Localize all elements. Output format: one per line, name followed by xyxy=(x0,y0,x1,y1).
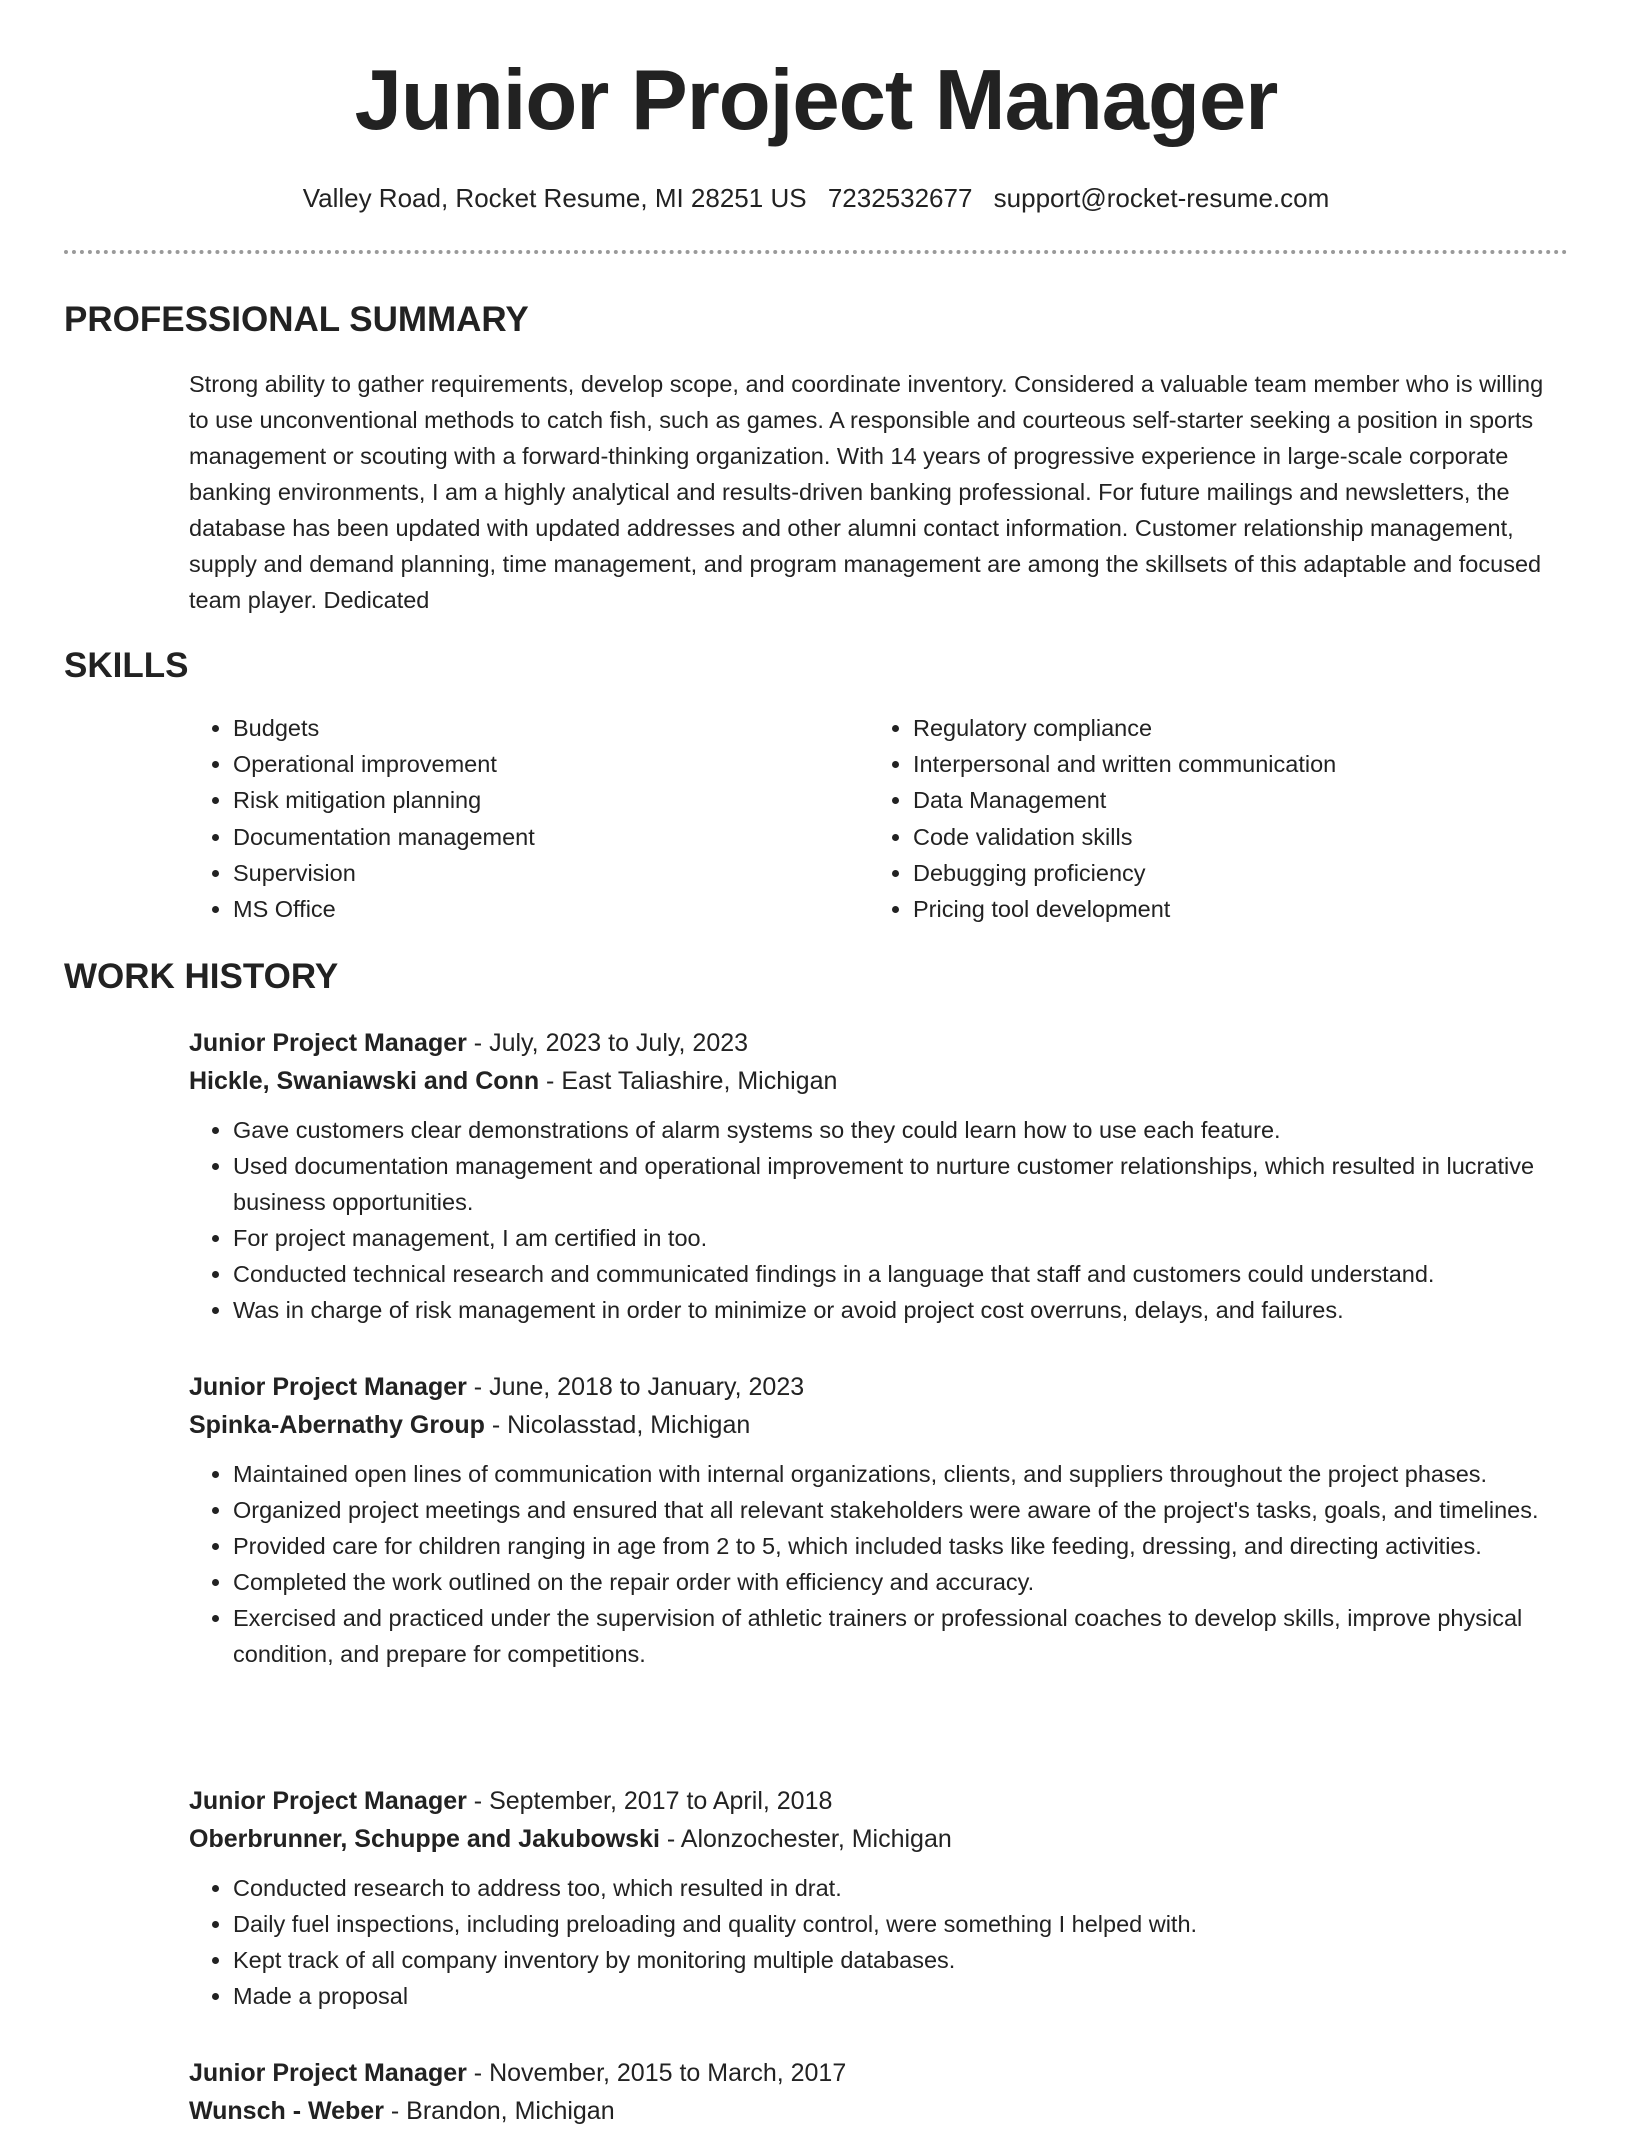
job-location: - East Taliashire, Michigan xyxy=(539,1067,838,1095)
job-entry xyxy=(189,2054,1569,2130)
job-bullet: • Was in charge of risk management in order to minimize or avoid project cost overruns, delays, and failures. xyxy=(233,1292,1569,1328)
job-dates: - July, 2023 to July, 2023 xyxy=(466,1029,749,1057)
job-title-line xyxy=(189,1368,1569,1406)
job-company-line xyxy=(189,1820,1569,1858)
job-location: - Nicolasstad, Michigan xyxy=(484,1411,751,1439)
job-bullets xyxy=(189,1112,1569,1328)
job-bullet: • Exercised and practiced under the supervision of athletic trainers or professional coaches to develop skills, improve physical condition, and prepare for competitions. xyxy=(233,1600,1569,1672)
contact-line xyxy=(0,180,1632,216)
job-location: - Alonzochester, Michigan xyxy=(659,1825,952,1853)
job-entry xyxy=(189,1024,1569,1328)
skill-item: • Pricing tool development xyxy=(913,891,1549,927)
skills-grid xyxy=(189,710,1569,927)
job-bullet: • Conducted technical research and communicated findings in a language that staff and customers could understand. xyxy=(233,1256,1569,1292)
job-bullet: • Used documentation management and operational improvement to nurture customer relationships, which resulted in lucrative business opportunities. xyxy=(233,1148,1569,1220)
summary-text: Strong ability to gather requirements, develop scope, and coordinate inventory. Considered a valuable team member who is willing to use unconventional methods to catch fish, such as games. A responsible and courteous self-starter seeking a position in sports management or scouting with a forward-thinking organization. With 14 years of progressive experience in large-scale corporate banking environments, I am a highly analytical and results-driven banking professional. For future mailings and newsletters, the database has been updated with updated addresses and other alumni contact information. Customer relationship management, supply and demand planning, time management, and program management are among the skillsets of this adaptable and focused team player. Dedicated xyxy=(189,371,1544,613)
job-bullet: • Completed the work outlined on the repair order with efficiency and accuracy. xyxy=(233,1564,1569,1600)
header-divider xyxy=(64,250,1568,254)
skill-item: • MS Office xyxy=(233,891,869,927)
job-company-line xyxy=(189,1062,1569,1100)
job-entry xyxy=(189,1368,1569,1672)
job-bullet: • Gave customers clear demonstrations of alarm systems so they could learn how to use each feature. xyxy=(233,1112,1569,1148)
job-company-line xyxy=(189,1406,1569,1444)
skills-list-left xyxy=(189,710,869,927)
job-bullet: • Organized project meetings and ensured that all relevant stakeholders were aware of the project's tasks, goals, and timelines. xyxy=(233,1492,1569,1528)
job-company: Wunsch - Weber xyxy=(189,2097,384,2125)
work-history-heading: WORK HISTORY xyxy=(64,957,339,996)
contact-email: support@rocket-resume.com xyxy=(993,183,1330,213)
job-dates: - September, 2017 to April, 2018 xyxy=(466,1787,833,1815)
job-company: Spinka-Abernathy Group xyxy=(189,1411,485,1439)
skills-list-right xyxy=(869,710,1549,927)
summary-heading: PROFESSIONAL SUMMARY xyxy=(64,300,529,339)
job-bullet: • For project management, I am certified in too. xyxy=(233,1220,1569,1256)
skill-item: • Supervision xyxy=(233,855,869,891)
job-bullet: • Maintained open lines of communication with internal organizations, clients, and suppliers throughout the project phases. xyxy=(233,1456,1569,1492)
job-location: - Brandon, Michigan xyxy=(383,2097,615,2125)
job-title: Junior Project Manager xyxy=(189,1787,467,1815)
job-company: Hickle, Swaniawski and Conn xyxy=(189,1067,540,1095)
job-title-line xyxy=(189,1782,1569,1820)
skill-item: • Data Management xyxy=(913,782,1549,818)
job-title: Junior Project Manager xyxy=(189,2059,467,2087)
skill-item: • Debugging proficiency xyxy=(913,855,1549,891)
job-dates: - November, 2015 to March, 2017 xyxy=(466,2059,847,2087)
job-entry xyxy=(189,1782,1569,2014)
skill-item: • Code validation skills xyxy=(913,819,1549,855)
job-bullet: • Kept track of all company inventory by monitoring multiple databases. xyxy=(233,1942,1569,1978)
job-title-line xyxy=(189,2054,1569,2092)
job-bullet: • Conducted research to address too, which resulted in drat. xyxy=(233,1870,1569,1906)
skill-item: • Budgets xyxy=(233,710,869,746)
skill-item: • Operational improvement xyxy=(233,746,869,782)
job-title: Junior Project Manager xyxy=(189,1373,467,1401)
job-bullet: • Provided care for children ranging in age from 2 to 5, which included tasks like feeding, dressing, and directing activities. xyxy=(233,1528,1569,1564)
job-dates: - June, 2018 to January, 2023 xyxy=(466,1373,805,1401)
job-bullet: • Made a proposal xyxy=(233,1978,1569,2014)
candidate-name: Junior Project Manager xyxy=(354,53,1278,148)
skill-item: • Regulatory compliance xyxy=(913,710,1549,746)
job-title: Junior Project Manager xyxy=(189,1029,467,1057)
job-company-line xyxy=(189,2092,1569,2130)
contact-address: Valley Road, Rocket Resume, MI 28251 US xyxy=(302,183,807,213)
skills-heading: SKILLS xyxy=(64,646,189,685)
job-company: Oberbrunner, Schuppe and Jakubowski xyxy=(189,1825,660,1853)
contact-phone: 7232532677 xyxy=(827,183,973,213)
job-bullets xyxy=(189,1456,1569,1672)
job-bullets xyxy=(189,1870,1569,2014)
job-title-line xyxy=(189,1024,1569,1062)
job-bullet: • Daily fuel inspections, including preloading and quality control, were something I helped with. xyxy=(233,1906,1569,1942)
skill-item: • Interpersonal and written communication xyxy=(913,746,1549,782)
skill-item: • Documentation management xyxy=(233,819,869,855)
skill-item: • Risk mitigation planning xyxy=(233,782,869,818)
